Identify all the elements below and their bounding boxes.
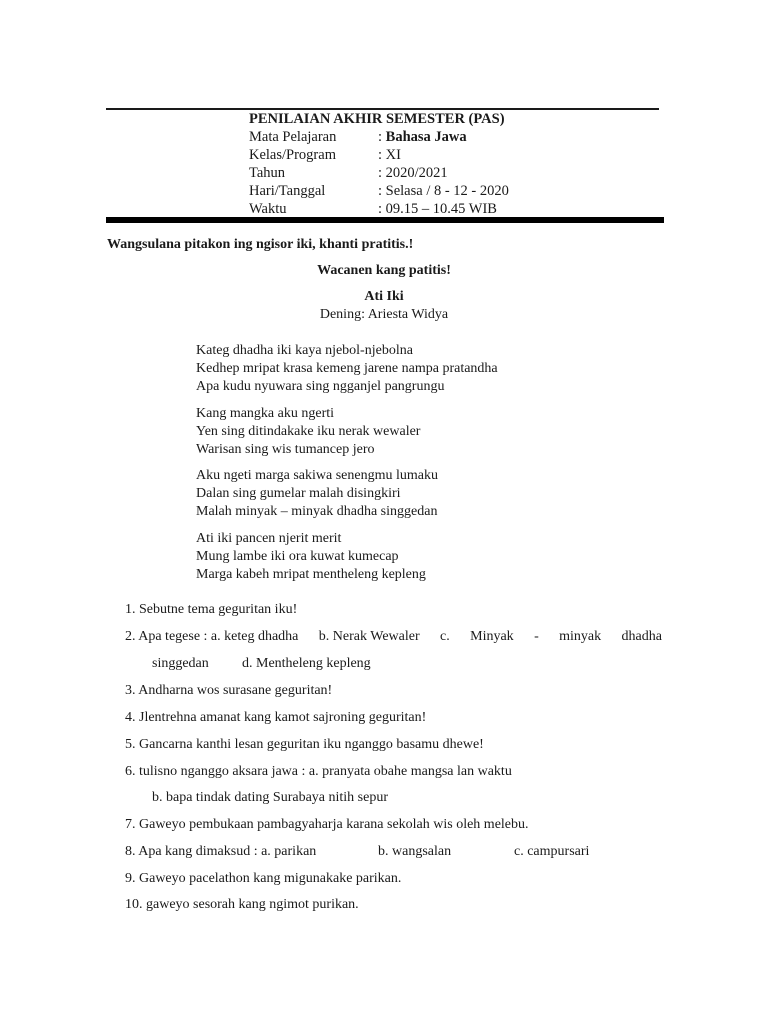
poem-line: Aku ngeti marga sakiwa senengmu lumaku [196, 468, 438, 483]
question-10: 10. gaweyo sesorah kang ngimot purikan. [125, 897, 359, 912]
poem-line: Kedhep mripat krasa kemeng jarene nampa pratandha [196, 361, 498, 376]
header-value-class: : XI [378, 147, 401, 163]
header-value-subject: : Bahasa Jawa [378, 129, 467, 145]
poem-line: Malah minyak – minyak dhadha singgedan [196, 504, 438, 519]
header-label-date: Hari/Tanggal [249, 183, 326, 199]
header-label-subject: Mata Pelajaran [249, 129, 337, 145]
poem-line: Kang mangka aku ngerti [196, 406, 335, 421]
question-1: 1. Sebutne tema geguritan iku! [125, 602, 298, 617]
header-label-class: Kelas/Program [249, 147, 336, 163]
question-2 [125, 628, 662, 646]
question-2-part: c. [440, 629, 450, 644]
question-2-part: minyak [559, 629, 602, 644]
question-8: 8. Apa kang dimaksud : a. parikan [125, 844, 317, 859]
header-label-time: Waktu [249, 201, 287, 217]
exam-title: PENILAIAN AKHIR SEMESTER (PAS) [249, 111, 505, 127]
poem-line: Apa kudu nyuwara sing ngganjel pangrungu [196, 379, 445, 394]
poem-line: Ati iki pancen njerit merit [196, 531, 342, 546]
poem-line: Marga kabeh mripat mentheleng kepleng [196, 567, 426, 582]
header-value-year: : 2020/2021 [378, 165, 448, 181]
question-6-continuation: b. bapa tindak dating Surabaya nitih sepur [152, 790, 388, 805]
question-7: 7. Gaweyo pembukaan pambagyaharja karana sekolah wis oleh melebu. [125, 817, 529, 832]
poem-line: Dalan sing gumelar malah disingkiri [196, 486, 401, 501]
question-9: 9. Gaweyo pacelathon kang migunakake parikan. [125, 871, 402, 886]
instruction: Wangsulana pitakon ing ngisor iki, khanti pratitis.! [107, 237, 414, 252]
question-4: 4. Jlentrehna amanat kang kamot sajroning geguritan! [125, 710, 427, 725]
question-5: 5. Gancarna kanthi lesan geguritan iku nganggo basamu dhewe! [125, 737, 484, 752]
question-2-continuation: singgedan [152, 656, 209, 671]
question-2-part: 2. Apa tegese : a. keteg dhadha [125, 629, 299, 644]
header-value-date: : Selasa / 8 - 12 - 2020 [378, 183, 509, 199]
question-2-part: Minyak [470, 629, 514, 644]
reading-heading: Wacanen kang patitis! [317, 263, 451, 278]
poem-line: Yen sing ditindakake iku nerak wewaler [196, 424, 421, 439]
question-2-part: - [534, 629, 539, 644]
question-6: 6. tulisno nganggo aksara jawa : a. pranyata obahe mangsa lan waktu [125, 764, 512, 779]
poem-title: Ati Iki [364, 289, 404, 304]
question-3: 3. Andharna wos surasane geguritan! [125, 683, 333, 698]
poem-line: Kateg dhadha iki kaya njebol-njebolna [196, 343, 413, 358]
question-2-option-d: d. Mentheleng kepleng [242, 656, 371, 671]
header-value-time: : 09.15 – 10.45 WIB [378, 201, 497, 217]
header-label-year: Tahun [249, 165, 286, 181]
poem-author: Dening: Ariesta Widya [319, 307, 449, 322]
question-8-option-c: c. campursari [514, 844, 590, 859]
question-2-part: dhadha [621, 629, 662, 644]
question-2-part: b. Nerak Wewaler [318, 629, 420, 644]
poem-line: Mung lambe iki ora kuwat kumecap [196, 549, 399, 564]
poem-line: Warisan sing wis tumancep jero [196, 442, 375, 457]
question-8-option-b: b. wangsalan [378, 844, 452, 859]
header-bottom-rule [106, 217, 664, 223]
